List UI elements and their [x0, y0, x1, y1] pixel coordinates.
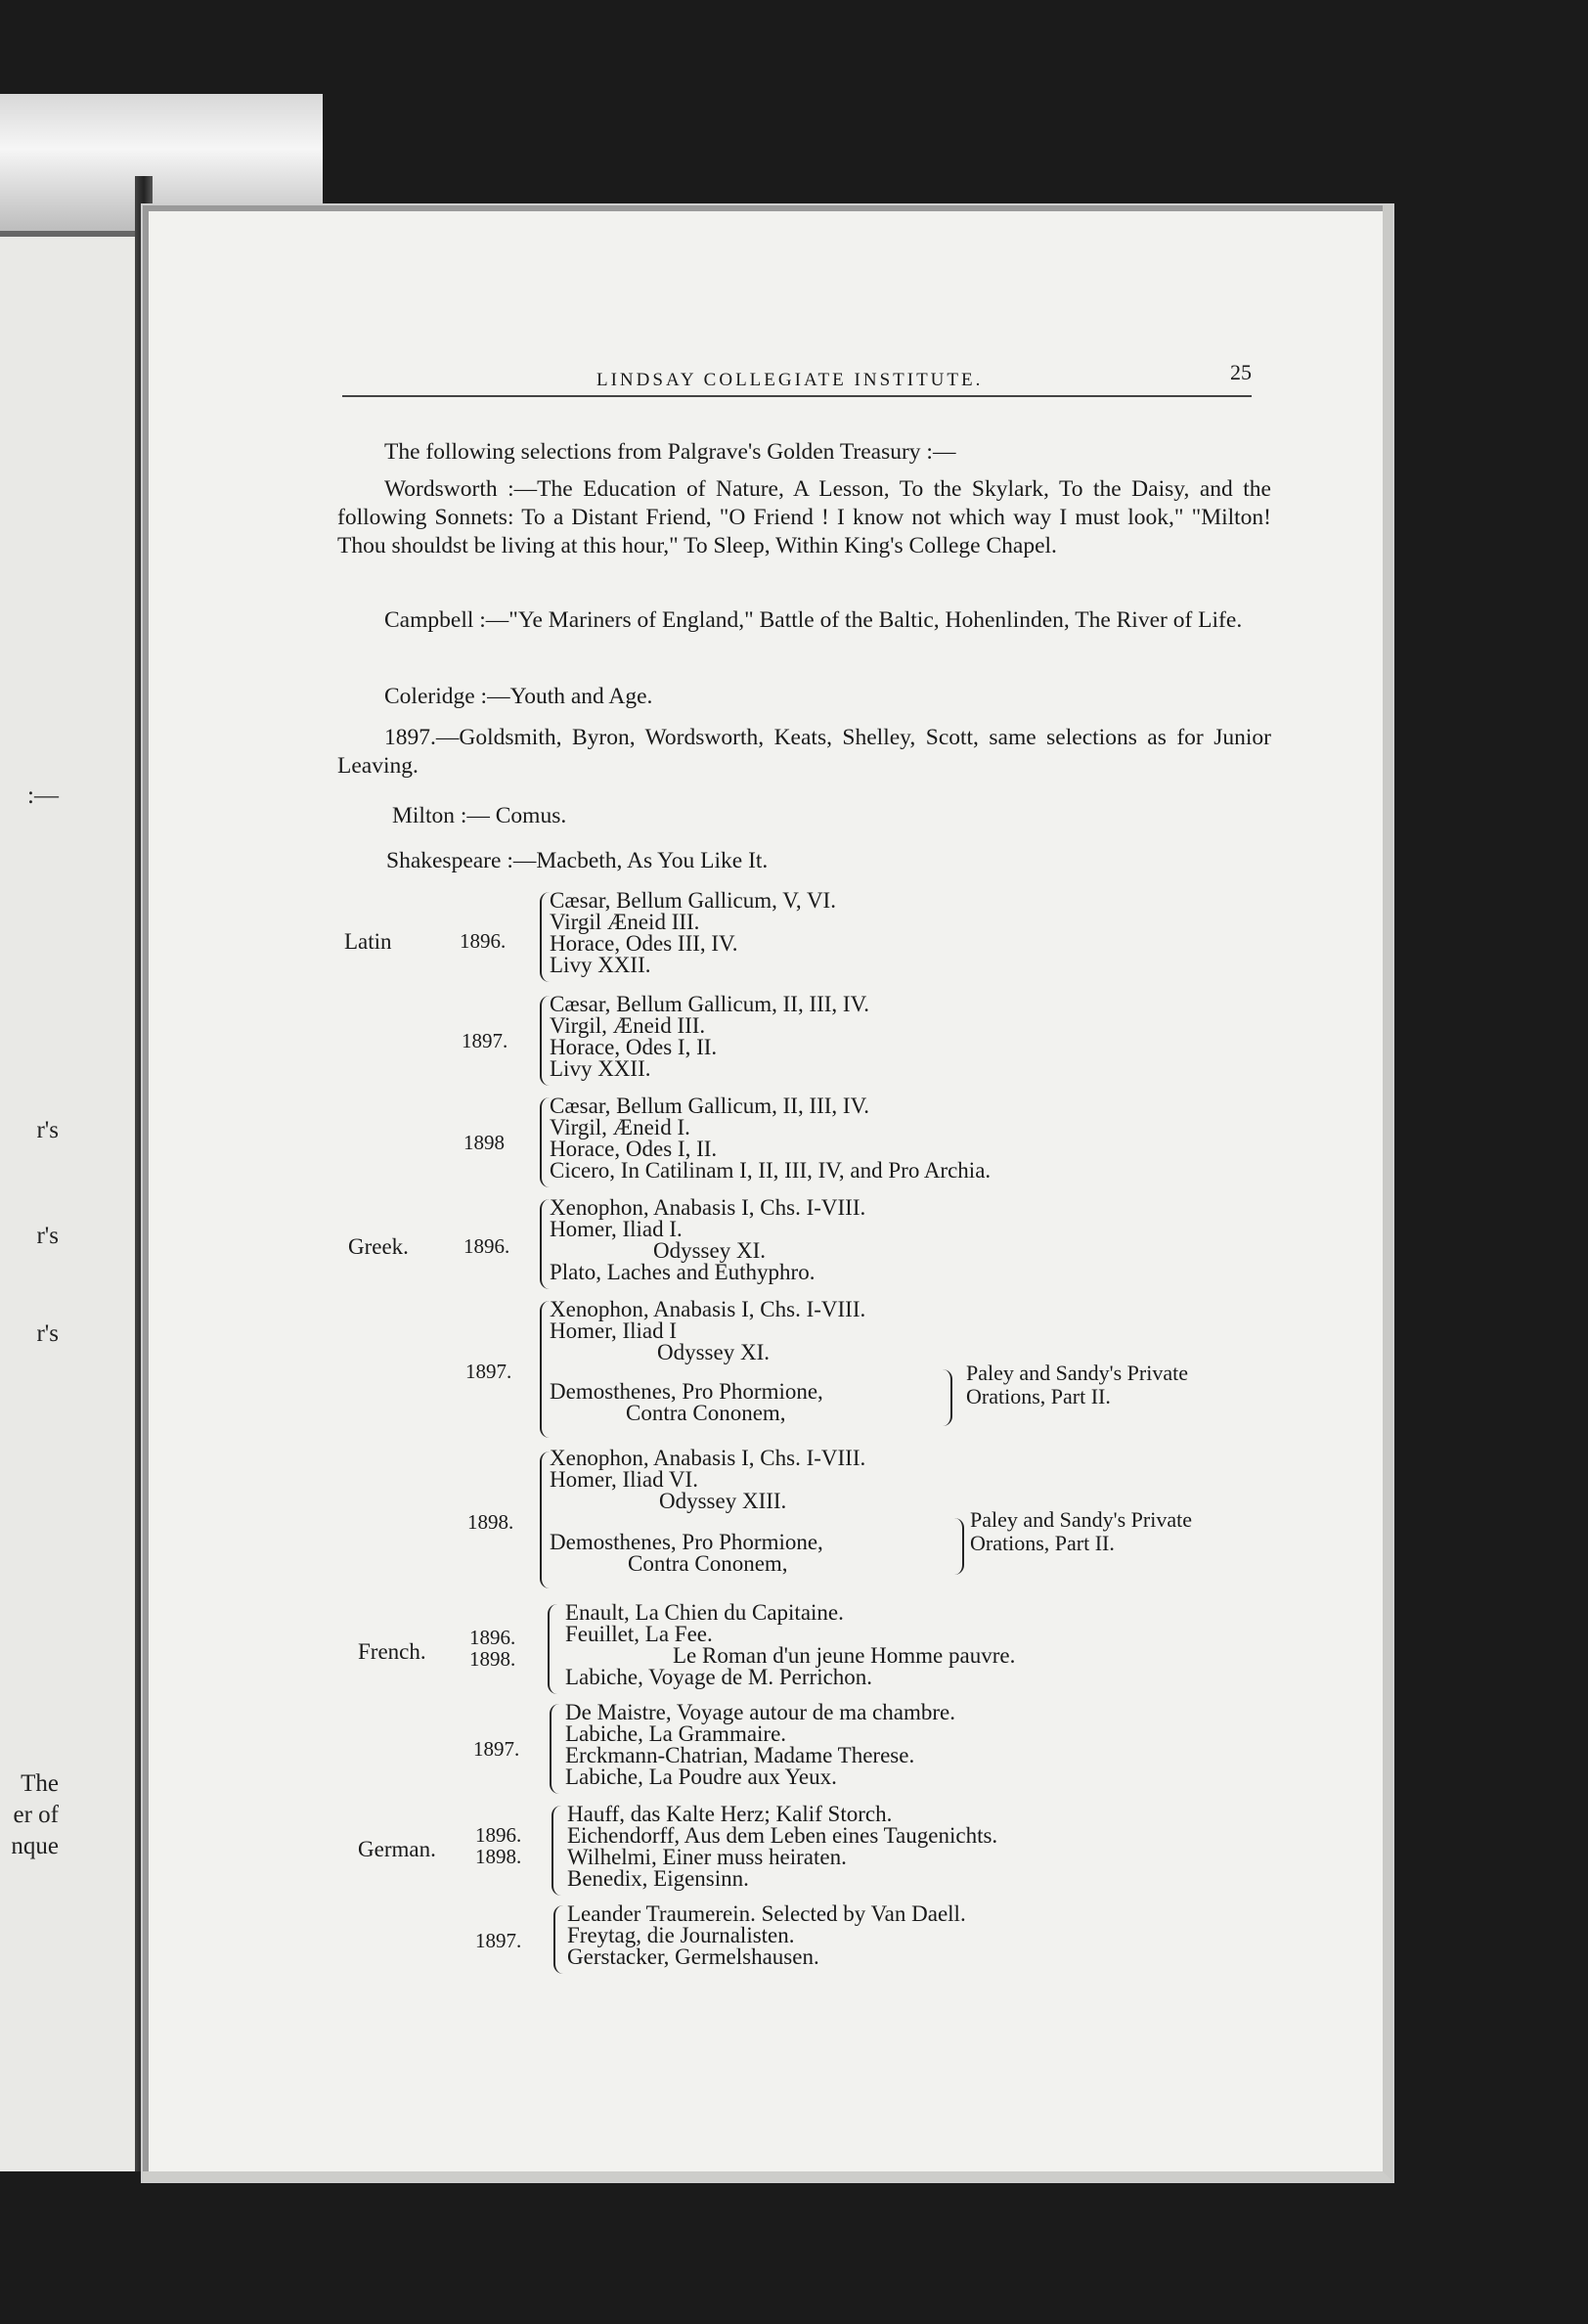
year-label: 1898.: [469, 1647, 516, 1671]
reading-item: Demosthenes, Pro Phormione,: [550, 1530, 823, 1554]
reading-item: Cæsar, Bellum Gallicum, II, III, IV.: [550, 992, 869, 1016]
reading-item: Virgil, Æneid I.: [550, 1115, 690, 1140]
year-label: 1896.: [463, 1234, 510, 1258]
reading-item: Horace, Odes I, II.: [550, 1035, 718, 1059]
brace: [553, 1905, 567, 1974]
reading-item: Xenophon, Anabasis I, Chs. I-VIII.: [550, 1195, 866, 1220]
reading-item: Erckmann-Chatrian, Madame Therese.: [565, 1743, 915, 1767]
running-header: [342, 354, 1252, 397]
reading-item: Demosthenes, Pro Phormione,: [550, 1379, 823, 1404]
reading-item: Plato, Laches and Euthyphro.: [550, 1260, 816, 1284]
year-label: 1898.: [467, 1510, 514, 1534]
reading-item: Livy XXII.: [550, 953, 651, 977]
reference-note: Paley and Sandy's Private Orations, Part II.: [966, 1361, 1188, 1408]
reading-item: Odyssey XI.: [657, 1340, 770, 1364]
year-label: 1897.: [465, 1360, 512, 1383]
left-page-fragment: r's: [36, 1223, 59, 1249]
reading-item: Xenophon, Anabasis I, Chs. I-VIII.: [550, 1297, 866, 1321]
reading-item: Homer, Iliad I.: [550, 1217, 683, 1241]
reading-item: Le Roman d'un jeune Homme pauvre.: [673, 1643, 1016, 1668]
reading-item: Virgil, Æneid III.: [550, 1013, 706, 1038]
reading-item: Enault, La Chien du Capitaine.: [565, 1600, 844, 1625]
coleridge-paragraph: Coleridge :—Youth and Age.: [384, 684, 653, 709]
brace: [952, 1518, 964, 1575]
wordsworth-paragraph: Wordsworth :—The Education of Nature, A Lesson, To the Skylark, To the Daisy, and the following Sonnets: To a Distant Friend, "O Friend ! I know not which way I must look," "Milton! Thou shouldst be living at this hour," To Sleep, Within King's College Chapel.: [337, 476, 1271, 559]
shakespeare-paragraph: Shakespeare :—Macbeth, As You Like It.: [386, 848, 769, 873]
reading-item: Virgil Æneid III.: [550, 910, 700, 934]
year-label: 1898: [463, 1131, 505, 1154]
reading-item: Labiche, La Grammaire.: [565, 1721, 787, 1746]
subject-greek: Greek.: [348, 1234, 409, 1259]
reading-item: Cicero, In Catilinam I, II, III, IV, and Pro Archia.: [550, 1158, 992, 1183]
reading-item: Xenophon, Anabasis I, Chs. I-VIII.: [550, 1446, 866, 1470]
reading-item: Contra Cononem,: [626, 1401, 786, 1425]
brace: [551, 1806, 565, 1896]
page-number: 25: [1230, 360, 1252, 384]
year-1897-paragraph: 1897.—Goldsmith, Byron, Wordsworth, Keats, Shelley, Scott, same selections as for Junior Leaving.: [337, 725, 1271, 779]
reading-item: Feuillet, La Fee.: [565, 1622, 713, 1646]
left-page-fragment: nque: [11, 1833, 59, 1859]
subject-french: French.: [358, 1639, 426, 1664]
left-page-fragment: r's: [36, 1320, 59, 1347]
subject-latin: Latin: [344, 929, 392, 954]
reading-item: De Maistre, Voyage autour de ma chambre.: [565, 1700, 955, 1724]
reference-note: Paley and Sandy's Private Orations, Part II.: [970, 1507, 1192, 1555]
reading-item: Hauff, das Kalte Herz; Kalif Storch.: [567, 1802, 893, 1826]
year-label: 1897.: [462, 1029, 508, 1052]
reading-item: Cæsar, Bellum Gallicum, V, VI.: [550, 888, 836, 913]
milton-paragraph: Milton :— Comus.: [392, 803, 567, 828]
subject-german: German.: [358, 1837, 436, 1861]
brace: [941, 1369, 952, 1426]
reading-item: Odyssey XI.: [653, 1238, 766, 1263]
reading-item: Wilhelmi, Einer muss heiraten.: [567, 1845, 847, 1869]
left-page-fragment: :—: [27, 782, 59, 809]
left-page-fragment: The: [21, 1770, 59, 1797]
reading-item: Benedix, Eigensinn.: [567, 1866, 749, 1891]
intro-paragraph: The following selections from Palgrave's Golden Treasury :—: [384, 439, 956, 465]
reading-item: Contra Cononem,: [628, 1551, 788, 1576]
year-label: 1898.: [475, 1845, 522, 1868]
year-label: 1896.: [469, 1626, 516, 1649]
reading-item: Eichendorff, Aus dem Leben eines Taugenichts.: [567, 1823, 998, 1848]
reading-item: Cæsar, Bellum Gallicum, II, III, IV.: [550, 1094, 869, 1118]
left-page-fragment: er of: [13, 1802, 59, 1828]
year-label: 1897.: [475, 1929, 522, 1952]
year-label: 1896.: [475, 1823, 522, 1847]
year-label: 1897.: [473, 1737, 520, 1761]
brace: [550, 1704, 563, 1794]
year-label: 1896.: [460, 929, 507, 953]
left-page-fragment: r's: [36, 1117, 59, 1143]
reading-item: Homer, Iliad I: [550, 1318, 678, 1343]
reading-item: Freytag, die Journalisten.: [567, 1923, 795, 1947]
reading-item: Gerstacker, Germelshausen.: [567, 1944, 819, 1969]
header-title: LINDSAY COLLEGIATE INSTITUTE.: [596, 370, 984, 390]
brace: [548, 1604, 561, 1694]
reading-item: Horace, Odes III, IV.: [550, 931, 738, 956]
reading-item: Livy XXII.: [550, 1056, 651, 1081]
reading-item: Odyssey XIII.: [659, 1489, 787, 1513]
reading-item: Labiche, Voyage de M. Perrichon.: [565, 1665, 873, 1689]
reading-item: Horace, Odes I, II.: [550, 1137, 718, 1161]
reading-item: Labiche, La Poudre aux Yeux.: [565, 1765, 837, 1789]
campbell-paragraph: Campbell :—"Ye Mariners of England," Battle of the Baltic, Hohenlinden, The River of Life.: [384, 607, 1243, 633]
reading-item: Leander Traumerein. Selected by Van Daell.: [567, 1901, 966, 1926]
reading-item: Homer, Iliad VI.: [550, 1467, 698, 1492]
